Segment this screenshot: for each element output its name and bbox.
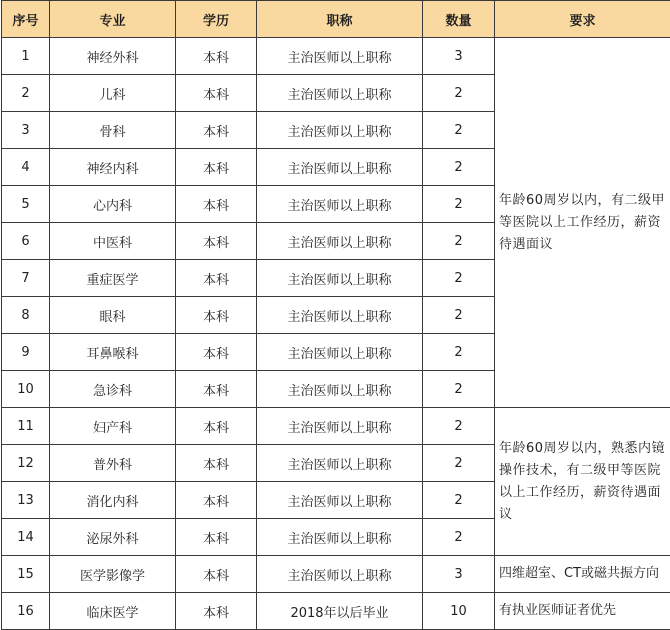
cell-professional-title: 主治医师以上职称 (257, 75, 423, 112)
cell-education: 本科 (176, 186, 257, 223)
cell-specialty: 重症医学 (50, 260, 176, 297)
cell-serial-number: 16 (2, 593, 50, 630)
cell-education: 本科 (176, 260, 257, 297)
header-professional-title: 职称 (257, 1, 423, 38)
cell-education: 本科 (176, 149, 257, 186)
cell-quantity: 2 (423, 112, 495, 149)
cell-specialty: 急诊科 (50, 371, 176, 408)
cell-serial-number: 10 (2, 371, 50, 408)
cell-quantity: 2 (423, 260, 495, 297)
cell-serial-number: 1 (2, 38, 50, 75)
table-header-row (2, 1, 670, 38)
cell-education: 本科 (176, 112, 257, 149)
cell-specialty: 骨科 (50, 112, 176, 149)
cell-education: 本科 (176, 223, 257, 260)
table-row (2, 593, 670, 630)
cell-professional-title: 主治医师以上职称 (257, 186, 423, 223)
cell-professional-title: 主治医师以上职称 (257, 223, 423, 260)
cell-requirements-imaging: 四维超室、CT或磁共振方向 (495, 556, 670, 593)
cell-quantity: 2 (423, 223, 495, 260)
table-row (2, 408, 670, 445)
cell-specialty: 消化内科 (50, 482, 176, 519)
cell-quantity: 2 (423, 75, 495, 112)
cell-requirements-clinical: 有执业医师证者优先 (495, 593, 670, 630)
cell-specialty: 儿科 (50, 75, 176, 112)
cell-specialty: 中医科 (50, 223, 176, 260)
cell-serial-number: 12 (2, 445, 50, 482)
cell-requirements-group-2: 年龄60周岁以内，熟悉内镜操作技术，有二级甲等医院以上工作经历，薪资待遇面议 (495, 408, 670, 556)
cell-professional-title: 主治医师以上职称 (257, 112, 423, 149)
cell-education: 本科 (176, 519, 257, 556)
cell-specialty: 神经内科 (50, 149, 176, 186)
cell-specialty: 普外科 (50, 445, 176, 482)
header-requirements: 要求 (495, 1, 670, 38)
header-education: 学历 (176, 1, 257, 38)
cell-education: 本科 (176, 75, 257, 112)
cell-serial-number: 7 (2, 260, 50, 297)
cell-quantity: 2 (423, 371, 495, 408)
cell-professional-title: 主治医师以上职称 (257, 408, 423, 445)
cell-education: 本科 (176, 593, 257, 630)
cell-professional-title: 主治医师以上职称 (257, 556, 423, 593)
cell-professional-title: 2018年以后毕业 (257, 593, 423, 630)
cell-specialty: 医学影像学 (50, 556, 176, 593)
cell-requirements-group-1: 年龄60周岁以内，有二级甲等医院以上工作经历，薪资待遇面议 (495, 38, 670, 408)
cell-serial-number: 15 (2, 556, 50, 593)
header-specialty: 专业 (50, 1, 176, 38)
cell-professional-title: 主治医师以上职称 (257, 38, 423, 75)
cell-serial-number: 14 (2, 519, 50, 556)
cell-education: 本科 (176, 556, 257, 593)
cell-serial-number: 9 (2, 334, 50, 371)
cell-education: 本科 (176, 38, 257, 75)
cell-professional-title: 主治医师以上职称 (257, 297, 423, 334)
cell-quantity: 2 (423, 334, 495, 371)
cell-serial-number: 13 (2, 482, 50, 519)
cell-professional-title: 主治医师以上职称 (257, 445, 423, 482)
cell-serial-number: 5 (2, 186, 50, 223)
cell-specialty: 临床医学 (50, 593, 176, 630)
cell-quantity: 2 (423, 519, 495, 556)
cell-quantity: 2 (423, 297, 495, 334)
cell-specialty: 心内科 (50, 186, 176, 223)
cell-professional-title: 主治医师以上职称 (257, 334, 423, 371)
cell-quantity: 2 (423, 408, 495, 445)
cell-quantity: 3 (423, 38, 495, 75)
cell-education: 本科 (176, 371, 257, 408)
cell-education: 本科 (176, 408, 257, 445)
cell-serial-number: 4 (2, 149, 50, 186)
cell-serial-number: 2 (2, 75, 50, 112)
header-quantity: 数量 (423, 1, 495, 38)
cell-specialty: 泌尿外科 (50, 519, 176, 556)
cell-quantity: 2 (423, 186, 495, 223)
cell-professional-title: 主治医师以上职称 (257, 371, 423, 408)
cell-serial-number: 8 (2, 297, 50, 334)
cell-education: 本科 (176, 445, 257, 482)
cell-professional-title: 主治医师以上职称 (257, 519, 423, 556)
cell-serial-number: 11 (2, 408, 50, 445)
cell-professional-title: 主治医师以上职称 (257, 482, 423, 519)
cell-professional-title: 主治医师以上职称 (257, 149, 423, 186)
cell-quantity: 2 (423, 445, 495, 482)
cell-quantity: 2 (423, 149, 495, 186)
cell-specialty: 耳鼻喉科 (50, 334, 176, 371)
recruitment-table (1, 0, 670, 630)
cell-education: 本科 (176, 297, 257, 334)
header-serial-number: 序号 (2, 1, 50, 38)
cell-education: 本科 (176, 482, 257, 519)
cell-professional-title: 主治医师以上职称 (257, 260, 423, 297)
cell-specialty: 妇产科 (50, 408, 176, 445)
cell-quantity: 10 (423, 593, 495, 630)
cell-specialty: 眼科 (50, 297, 176, 334)
cell-serial-number: 6 (2, 223, 50, 260)
cell-specialty: 神经外科 (50, 38, 176, 75)
cell-serial-number: 3 (2, 112, 50, 149)
cell-quantity: 2 (423, 482, 495, 519)
table-row (2, 556, 670, 593)
table-row (2, 38, 670, 75)
cell-quantity: 3 (423, 556, 495, 593)
cell-education: 本科 (176, 334, 257, 371)
